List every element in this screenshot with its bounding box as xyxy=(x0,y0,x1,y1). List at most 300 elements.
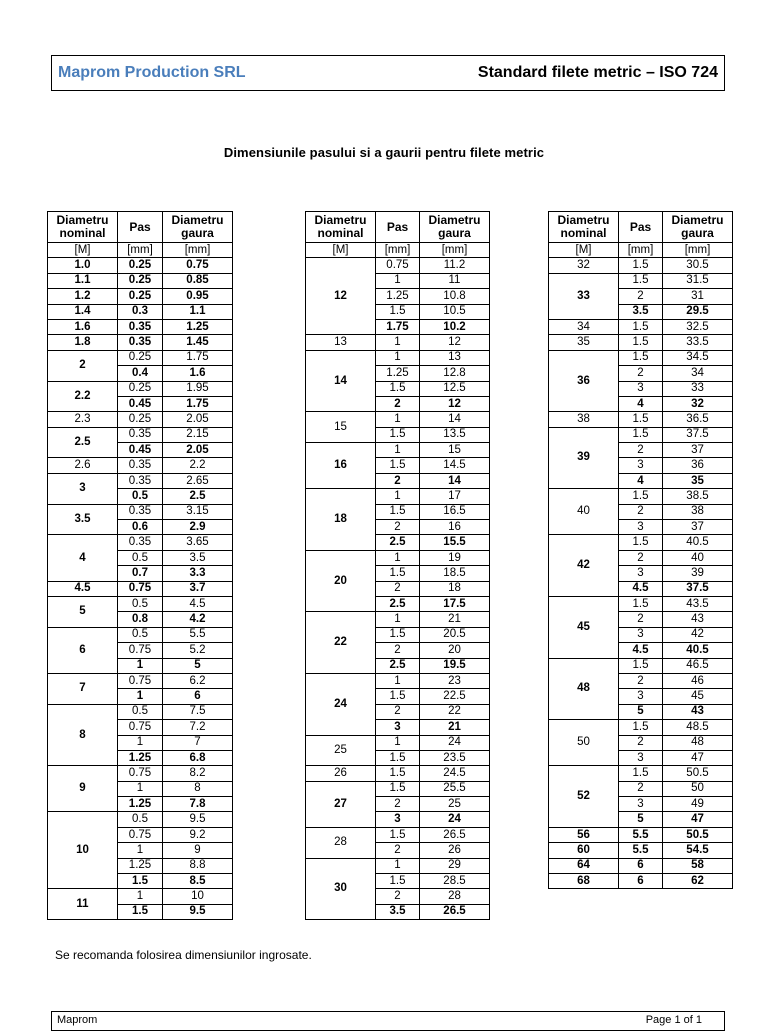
hole-diameter-cell: 46.5 xyxy=(663,658,733,673)
pitch-cell: 3.5 xyxy=(619,304,663,319)
hole-diameter-cell: 43.5 xyxy=(663,596,733,611)
pitch-cell: 0.25 xyxy=(118,289,163,304)
hole-diameter-cell: 36 xyxy=(663,458,733,473)
nominal-diameter-cell: 26 xyxy=(306,766,376,781)
table-row xyxy=(306,827,490,842)
table-units-row xyxy=(306,243,490,258)
hole-diameter-cell: 2.65 xyxy=(163,473,233,488)
hole-diameter-cell: 24.5 xyxy=(420,766,490,781)
pitch-cell: 1 xyxy=(376,335,420,350)
table-row xyxy=(306,766,490,781)
table-row xyxy=(48,812,233,827)
pitch-cell: 0.5 xyxy=(118,627,163,642)
nominal-diameter-cell: 2.5 xyxy=(48,427,118,458)
hole-diameter-cell: 7.2 xyxy=(163,720,233,735)
pitch-cell: 1.25 xyxy=(118,797,163,812)
pitch-cell: 1.25 xyxy=(118,750,163,765)
pitch-cell: 0.45 xyxy=(118,443,163,458)
table-row xyxy=(48,304,233,319)
hole-diameter-cell: 35 xyxy=(663,473,733,488)
pitch-cell: 1 xyxy=(376,858,420,873)
table-row xyxy=(306,350,490,365)
pitch-cell: 2 xyxy=(619,735,663,750)
hole-diameter-cell: 18.5 xyxy=(420,566,490,581)
pitch-cell: 1.25 xyxy=(376,366,420,381)
hole-diameter-cell: 28.5 xyxy=(420,874,490,889)
hole-diameter-cell: 23.5 xyxy=(420,750,490,765)
nominal-diameter-cell: 34 xyxy=(549,319,619,334)
table-row xyxy=(48,273,233,288)
nominal-diameter-cell: 1.8 xyxy=(48,335,118,350)
unit-hole: [mm] xyxy=(163,243,233,258)
pitch-cell: 1.5 xyxy=(619,658,663,673)
table-row xyxy=(549,489,733,504)
table-row xyxy=(549,319,733,334)
hole-diameter-cell: 14 xyxy=(420,473,490,488)
hole-diameter-cell: 14 xyxy=(420,412,490,427)
pitch-cell: 0.75 xyxy=(118,827,163,842)
nominal-diameter-cell: 16 xyxy=(306,443,376,489)
hole-diameter-cell: 7.5 xyxy=(163,704,233,719)
pitch-cell: 0.35 xyxy=(118,535,163,550)
hole-diameter-cell: 30.5 xyxy=(663,258,733,273)
hole-diameter-cell: 2.05 xyxy=(163,443,233,458)
hole-diameter-cell: 5.5 xyxy=(163,627,233,642)
nominal-diameter-cell: 24 xyxy=(306,673,376,735)
hole-diameter-cell: 7 xyxy=(163,735,233,750)
pitch-cell: 1.5 xyxy=(118,874,163,889)
nominal-diameter-cell: 22 xyxy=(306,612,376,674)
nominal-diameter-cell: 4 xyxy=(48,535,118,581)
table-row xyxy=(48,473,233,488)
table-row xyxy=(549,827,733,842)
pitch-cell: 1.5 xyxy=(376,827,420,842)
hole-diameter-cell: 25 xyxy=(420,797,490,812)
pitch-cell: 2 xyxy=(376,704,420,719)
pitch-cell: 5.5 xyxy=(619,843,663,858)
table-row xyxy=(306,550,490,565)
nominal-diameter-cell: 2.2 xyxy=(48,381,118,412)
pitch-cell: 2 xyxy=(619,612,663,627)
hole-diameter-cell: 19.5 xyxy=(420,658,490,673)
nominal-diameter-cell: 2 xyxy=(48,350,118,381)
pitch-cell: 0.5 xyxy=(118,704,163,719)
header-hole-diameter: Diametru gaura xyxy=(420,212,490,243)
hole-diameter-cell: 11.2 xyxy=(420,258,490,273)
nominal-diameter-cell: 15 xyxy=(306,412,376,443)
hole-diameter-cell: 8 xyxy=(163,781,233,796)
hole-diameter-cell: 9.2 xyxy=(163,827,233,842)
table-row xyxy=(549,273,733,288)
hole-diameter-cell: 43 xyxy=(663,704,733,719)
nominal-diameter-cell: 1.4 xyxy=(48,304,118,319)
nominal-diameter-cell: 1.6 xyxy=(48,319,118,334)
pitch-cell: 1.5 xyxy=(376,458,420,473)
header-hole-diameter: Diametru gaura xyxy=(163,212,233,243)
pitch-cell: 1.5 xyxy=(376,504,420,519)
pitch-cell: 1.5 xyxy=(376,381,420,396)
header-hole-diameter: Diametru gaura xyxy=(663,212,733,243)
pitch-cell: 1 xyxy=(376,612,420,627)
pitch-cell: 1.5 xyxy=(376,566,420,581)
pitch-cell: 1.5 xyxy=(376,627,420,642)
hole-diameter-cell: 50.5 xyxy=(663,766,733,781)
hole-diameter-cell: 10.2 xyxy=(420,319,490,334)
hole-diameter-cell: 40 xyxy=(663,550,733,565)
nominal-diameter-cell: 42 xyxy=(549,535,619,597)
hole-diameter-cell: 49 xyxy=(663,797,733,812)
pitch-cell: 3 xyxy=(619,627,663,642)
hole-diameter-cell: 25.5 xyxy=(420,781,490,796)
hole-diameter-cell: 20 xyxy=(420,643,490,658)
table-row xyxy=(549,258,733,273)
pitch-cell: 2 xyxy=(619,443,663,458)
pitch-cell: 2 xyxy=(619,781,663,796)
pitch-cell: 4 xyxy=(619,396,663,411)
recommendation-note: Se recomanda folosirea dimensiunilor ingrosate. xyxy=(55,948,312,962)
pitch-cell: 2 xyxy=(376,473,420,488)
pitch-cell: 4.5 xyxy=(619,581,663,596)
hole-diameter-cell: 26 xyxy=(420,843,490,858)
table-header-row xyxy=(306,212,490,243)
header-pitch: Pas xyxy=(376,212,420,243)
table-row xyxy=(549,874,733,889)
hole-diameter-cell: 32 xyxy=(663,396,733,411)
table-row xyxy=(306,612,490,627)
pitch-cell: 3 xyxy=(619,458,663,473)
pitch-cell: 1.75 xyxy=(376,319,420,334)
nominal-diameter-cell: 32 xyxy=(549,258,619,273)
footer-company: Maprom xyxy=(57,1014,98,1026)
table-row xyxy=(48,381,233,396)
pitch-cell: 1.5 xyxy=(619,427,663,442)
hole-diameter-cell: 6.8 xyxy=(163,750,233,765)
pitch-cell: 3 xyxy=(376,812,420,827)
pitch-cell: 1.5 xyxy=(619,596,663,611)
pitch-cell: 0.75 xyxy=(118,766,163,781)
pitch-cell: 0.8 xyxy=(118,612,163,627)
nominal-diameter-cell: 3 xyxy=(48,473,118,504)
nominal-diameter-cell: 48 xyxy=(549,658,619,720)
hole-diameter-cell: 37 xyxy=(663,443,733,458)
hole-diameter-cell: 0.95 xyxy=(163,289,233,304)
hole-diameter-cell: 38 xyxy=(663,504,733,519)
pitch-cell: 0.75 xyxy=(118,643,163,658)
unit-nominal: [M] xyxy=(306,243,376,258)
nominal-diameter-cell: 2.6 xyxy=(48,458,118,473)
table-row xyxy=(48,458,233,473)
pitch-cell: 2 xyxy=(376,520,420,535)
table-row xyxy=(48,704,233,719)
hole-diameter-cell: 3.3 xyxy=(163,566,233,581)
pitch-cell: 5.5 xyxy=(619,827,663,842)
hole-diameter-cell: 58 xyxy=(663,858,733,873)
pitch-cell: 2.5 xyxy=(376,658,420,673)
pitch-cell: 1 xyxy=(376,489,420,504)
table-row xyxy=(306,489,490,504)
nominal-diameter-cell: 4.5 xyxy=(48,581,118,596)
pitch-cell: 2.5 xyxy=(376,596,420,611)
company-name: Maprom Production SRL xyxy=(58,64,246,81)
pitch-cell: 0.5 xyxy=(118,596,163,611)
hole-diameter-cell: 29.5 xyxy=(663,304,733,319)
pitch-cell: 0.35 xyxy=(118,473,163,488)
hole-diameter-cell: 34.5 xyxy=(663,350,733,365)
nominal-diameter-cell: 7 xyxy=(48,673,118,704)
nominal-diameter-cell: 12 xyxy=(306,258,376,335)
header-diameter-nominal: Diametru nominal xyxy=(549,212,619,243)
pitch-cell: 0.35 xyxy=(118,458,163,473)
hole-diameter-cell: 16.5 xyxy=(420,504,490,519)
hole-diameter-cell: 1.75 xyxy=(163,396,233,411)
hole-diameter-cell: 40.5 xyxy=(663,535,733,550)
pitch-cell: 1 xyxy=(118,781,163,796)
table-row xyxy=(549,843,733,858)
pitch-cell: 6 xyxy=(619,858,663,873)
hole-diameter-cell: 14.5 xyxy=(420,458,490,473)
pitch-cell: 0.45 xyxy=(118,396,163,411)
hole-diameter-cell: 13.5 xyxy=(420,427,490,442)
table-row xyxy=(306,412,490,427)
nominal-diameter-cell: 38 xyxy=(549,412,619,427)
table-row xyxy=(549,412,733,427)
hole-diameter-cell: 38.5 xyxy=(663,489,733,504)
hole-diameter-cell: 26.5 xyxy=(420,904,490,919)
hole-diameter-cell: 28 xyxy=(420,889,490,904)
pitch-cell: 0.75 xyxy=(118,673,163,688)
pitch-cell: 1 xyxy=(376,443,420,458)
hole-diameter-cell: 20.5 xyxy=(420,627,490,642)
nominal-diameter-cell: 45 xyxy=(549,596,619,658)
nominal-diameter-cell: 3.5 xyxy=(48,504,118,535)
pitch-cell: 3 xyxy=(619,381,663,396)
hole-diameter-cell: 18 xyxy=(420,581,490,596)
hole-diameter-cell: 8.8 xyxy=(163,858,233,873)
hole-diameter-cell: 6 xyxy=(163,689,233,704)
pitch-cell: 2 xyxy=(376,889,420,904)
pitch-cell: 1 xyxy=(376,735,420,750)
hole-diameter-cell: 3.5 xyxy=(163,550,233,565)
hole-diameter-cell: 9 xyxy=(163,843,233,858)
pitch-cell: 2 xyxy=(376,797,420,812)
pitch-cell: 3 xyxy=(619,689,663,704)
table-row xyxy=(48,889,233,904)
table-row xyxy=(48,504,233,519)
nominal-diameter-cell: 52 xyxy=(549,766,619,828)
document-title: Standard filete metric – ISO 724 xyxy=(477,64,718,81)
nominal-diameter-cell: 35 xyxy=(549,335,619,350)
hole-diameter-cell: 2.15 xyxy=(163,427,233,442)
table-row xyxy=(549,535,733,550)
pitch-cell: 1.5 xyxy=(376,689,420,704)
pitch-cell: 1.5 xyxy=(376,304,420,319)
table-row xyxy=(549,658,733,673)
nominal-diameter-cell: 68 xyxy=(549,874,619,889)
hole-diameter-cell: 2.9 xyxy=(163,520,233,535)
pitch-cell: 3 xyxy=(619,750,663,765)
nominal-diameter-cell: 20 xyxy=(306,550,376,612)
hole-diameter-cell: 13 xyxy=(420,350,490,365)
pitch-cell: 2 xyxy=(619,550,663,565)
hole-diameter-cell: 19 xyxy=(420,550,490,565)
table-row xyxy=(48,596,233,611)
hole-diameter-cell: 1.75 xyxy=(163,350,233,365)
pitch-cell: 1 xyxy=(118,889,163,904)
header-diameter-nominal: Diametru nominal xyxy=(306,212,376,243)
hole-diameter-cell: 39 xyxy=(663,566,733,581)
table-row xyxy=(306,443,490,458)
nominal-diameter-cell: 1.0 xyxy=(48,258,118,273)
table-row xyxy=(48,258,233,273)
pitch-cell: 1.5 xyxy=(619,258,663,273)
hole-diameter-cell: 1.45 xyxy=(163,335,233,350)
hole-diameter-cell: 5.2 xyxy=(163,643,233,658)
pitch-cell: 0.35 xyxy=(118,427,163,442)
table-row xyxy=(549,350,733,365)
table-row xyxy=(549,858,733,873)
unit-pitch: [mm] xyxy=(118,243,163,258)
pitch-cell: 2 xyxy=(376,396,420,411)
hole-diameter-cell: 3.7 xyxy=(163,581,233,596)
hole-diameter-cell: 0.85 xyxy=(163,273,233,288)
hole-diameter-cell: 7.8 xyxy=(163,797,233,812)
header-diameter-nominal: Diametru nominal xyxy=(48,212,118,243)
pitch-cell: 2 xyxy=(376,581,420,596)
nominal-diameter-cell: 25 xyxy=(306,735,376,766)
unit-pitch: [mm] xyxy=(619,243,663,258)
pitch-cell: 1.5 xyxy=(118,904,163,919)
hole-diameter-cell: 12.5 xyxy=(420,381,490,396)
nominal-diameter-cell: 50 xyxy=(549,720,619,766)
pitch-cell: 1.5 xyxy=(619,350,663,365)
nominal-diameter-cell: 6 xyxy=(48,627,118,673)
hole-diameter-cell: 9.5 xyxy=(163,812,233,827)
nominal-diameter-cell: 8 xyxy=(48,704,118,766)
table-row xyxy=(306,735,490,750)
table-row xyxy=(306,781,490,796)
pitch-cell: 0.7 xyxy=(118,566,163,581)
hole-diameter-cell: 33 xyxy=(663,381,733,396)
nominal-diameter-cell: 33 xyxy=(549,273,619,319)
nominal-diameter-cell: 9 xyxy=(48,766,118,812)
pitch-cell: 1 xyxy=(376,350,420,365)
table-row xyxy=(48,350,233,365)
hole-diameter-cell: 62 xyxy=(663,874,733,889)
document-header xyxy=(51,55,725,91)
table-units-row xyxy=(48,243,233,258)
table-row xyxy=(48,581,233,596)
table-header-row xyxy=(549,212,733,243)
thread-table-1 xyxy=(47,211,233,920)
pitch-cell: 3.5 xyxy=(376,904,420,919)
hole-diameter-cell: 16 xyxy=(420,520,490,535)
header-pitch: Pas xyxy=(619,212,663,243)
hole-diameter-cell: 40.5 xyxy=(663,643,733,658)
pitch-cell: 2 xyxy=(619,673,663,688)
pitch-cell: 0.75 xyxy=(376,258,420,273)
nominal-diameter-cell: 30 xyxy=(306,858,376,920)
pitch-cell: 1.25 xyxy=(376,289,420,304)
pitch-cell: 0.5 xyxy=(118,489,163,504)
hole-diameter-cell: 2.05 xyxy=(163,412,233,427)
pitch-cell: 0.25 xyxy=(118,258,163,273)
table-row xyxy=(549,596,733,611)
hole-diameter-cell: 31.5 xyxy=(663,273,733,288)
pitch-cell: 2 xyxy=(376,843,420,858)
pitch-cell: 1 xyxy=(118,689,163,704)
hole-diameter-cell: 2.5 xyxy=(163,489,233,504)
pitch-cell: 1.5 xyxy=(619,319,663,334)
hole-diameter-cell: 32.5 xyxy=(663,319,733,334)
pitch-cell: 1 xyxy=(118,658,163,673)
nominal-diameter-cell: 14 xyxy=(306,350,376,412)
hole-diameter-cell: 54.5 xyxy=(663,843,733,858)
table-units-row xyxy=(549,243,733,258)
hole-diameter-cell: 34 xyxy=(663,366,733,381)
thread-table-2 xyxy=(305,211,490,920)
hole-diameter-cell: 50.5 xyxy=(663,827,733,842)
hole-diameter-cell: 37.5 xyxy=(663,427,733,442)
pitch-cell: 0.25 xyxy=(118,381,163,396)
hole-diameter-cell: 17.5 xyxy=(420,596,490,611)
unit-nominal: [M] xyxy=(549,243,619,258)
pitch-cell: 0.5 xyxy=(118,812,163,827)
hole-diameter-cell: 43 xyxy=(663,612,733,627)
hole-diameter-cell: 42 xyxy=(663,627,733,642)
pitch-cell: 1 xyxy=(376,550,420,565)
unit-pitch: [mm] xyxy=(376,243,420,258)
nominal-diameter-cell: 56 xyxy=(549,827,619,842)
pitch-cell: 3 xyxy=(376,720,420,735)
table-row xyxy=(549,720,733,735)
hole-diameter-cell: 29 xyxy=(420,858,490,873)
pitch-cell: 1 xyxy=(118,735,163,750)
table-row xyxy=(306,858,490,873)
unit-hole: [mm] xyxy=(663,243,733,258)
hole-diameter-cell: 12.8 xyxy=(420,366,490,381)
pitch-cell: 1 xyxy=(376,412,420,427)
pitch-cell: 3 xyxy=(619,797,663,812)
page-number: Page 1 of 1 xyxy=(645,1014,702,1026)
table-row xyxy=(306,673,490,688)
document-footer xyxy=(51,1011,725,1031)
pitch-cell: 0.25 xyxy=(118,273,163,288)
pitch-cell: 1.5 xyxy=(619,720,663,735)
pitch-cell: 0.75 xyxy=(118,720,163,735)
hole-diameter-cell: 48 xyxy=(663,735,733,750)
hole-diameter-cell: 23 xyxy=(420,673,490,688)
pitch-cell: 0.35 xyxy=(118,335,163,350)
table-row xyxy=(48,412,233,427)
hole-diameter-cell: 17 xyxy=(420,489,490,504)
nominal-diameter-cell: 1.1 xyxy=(48,273,118,288)
hole-diameter-cell: 2.2 xyxy=(163,458,233,473)
hole-diameter-cell: 31 xyxy=(663,289,733,304)
hole-diameter-cell: 33.5 xyxy=(663,335,733,350)
pitch-cell: 3 xyxy=(619,566,663,581)
pitch-cell: 1.5 xyxy=(376,766,420,781)
pitch-cell: 1.5 xyxy=(376,750,420,765)
thread-table-3 xyxy=(548,211,733,889)
pitch-cell: 1.5 xyxy=(619,535,663,550)
pitch-cell: 0.35 xyxy=(118,504,163,519)
hole-diameter-cell: 6.2 xyxy=(163,673,233,688)
pitch-cell: 1.5 xyxy=(619,412,663,427)
pitch-cell: 1.5 xyxy=(376,427,420,442)
pitch-cell: 1.5 xyxy=(619,335,663,350)
hole-diameter-cell: 12 xyxy=(420,396,490,411)
table-row xyxy=(48,289,233,304)
